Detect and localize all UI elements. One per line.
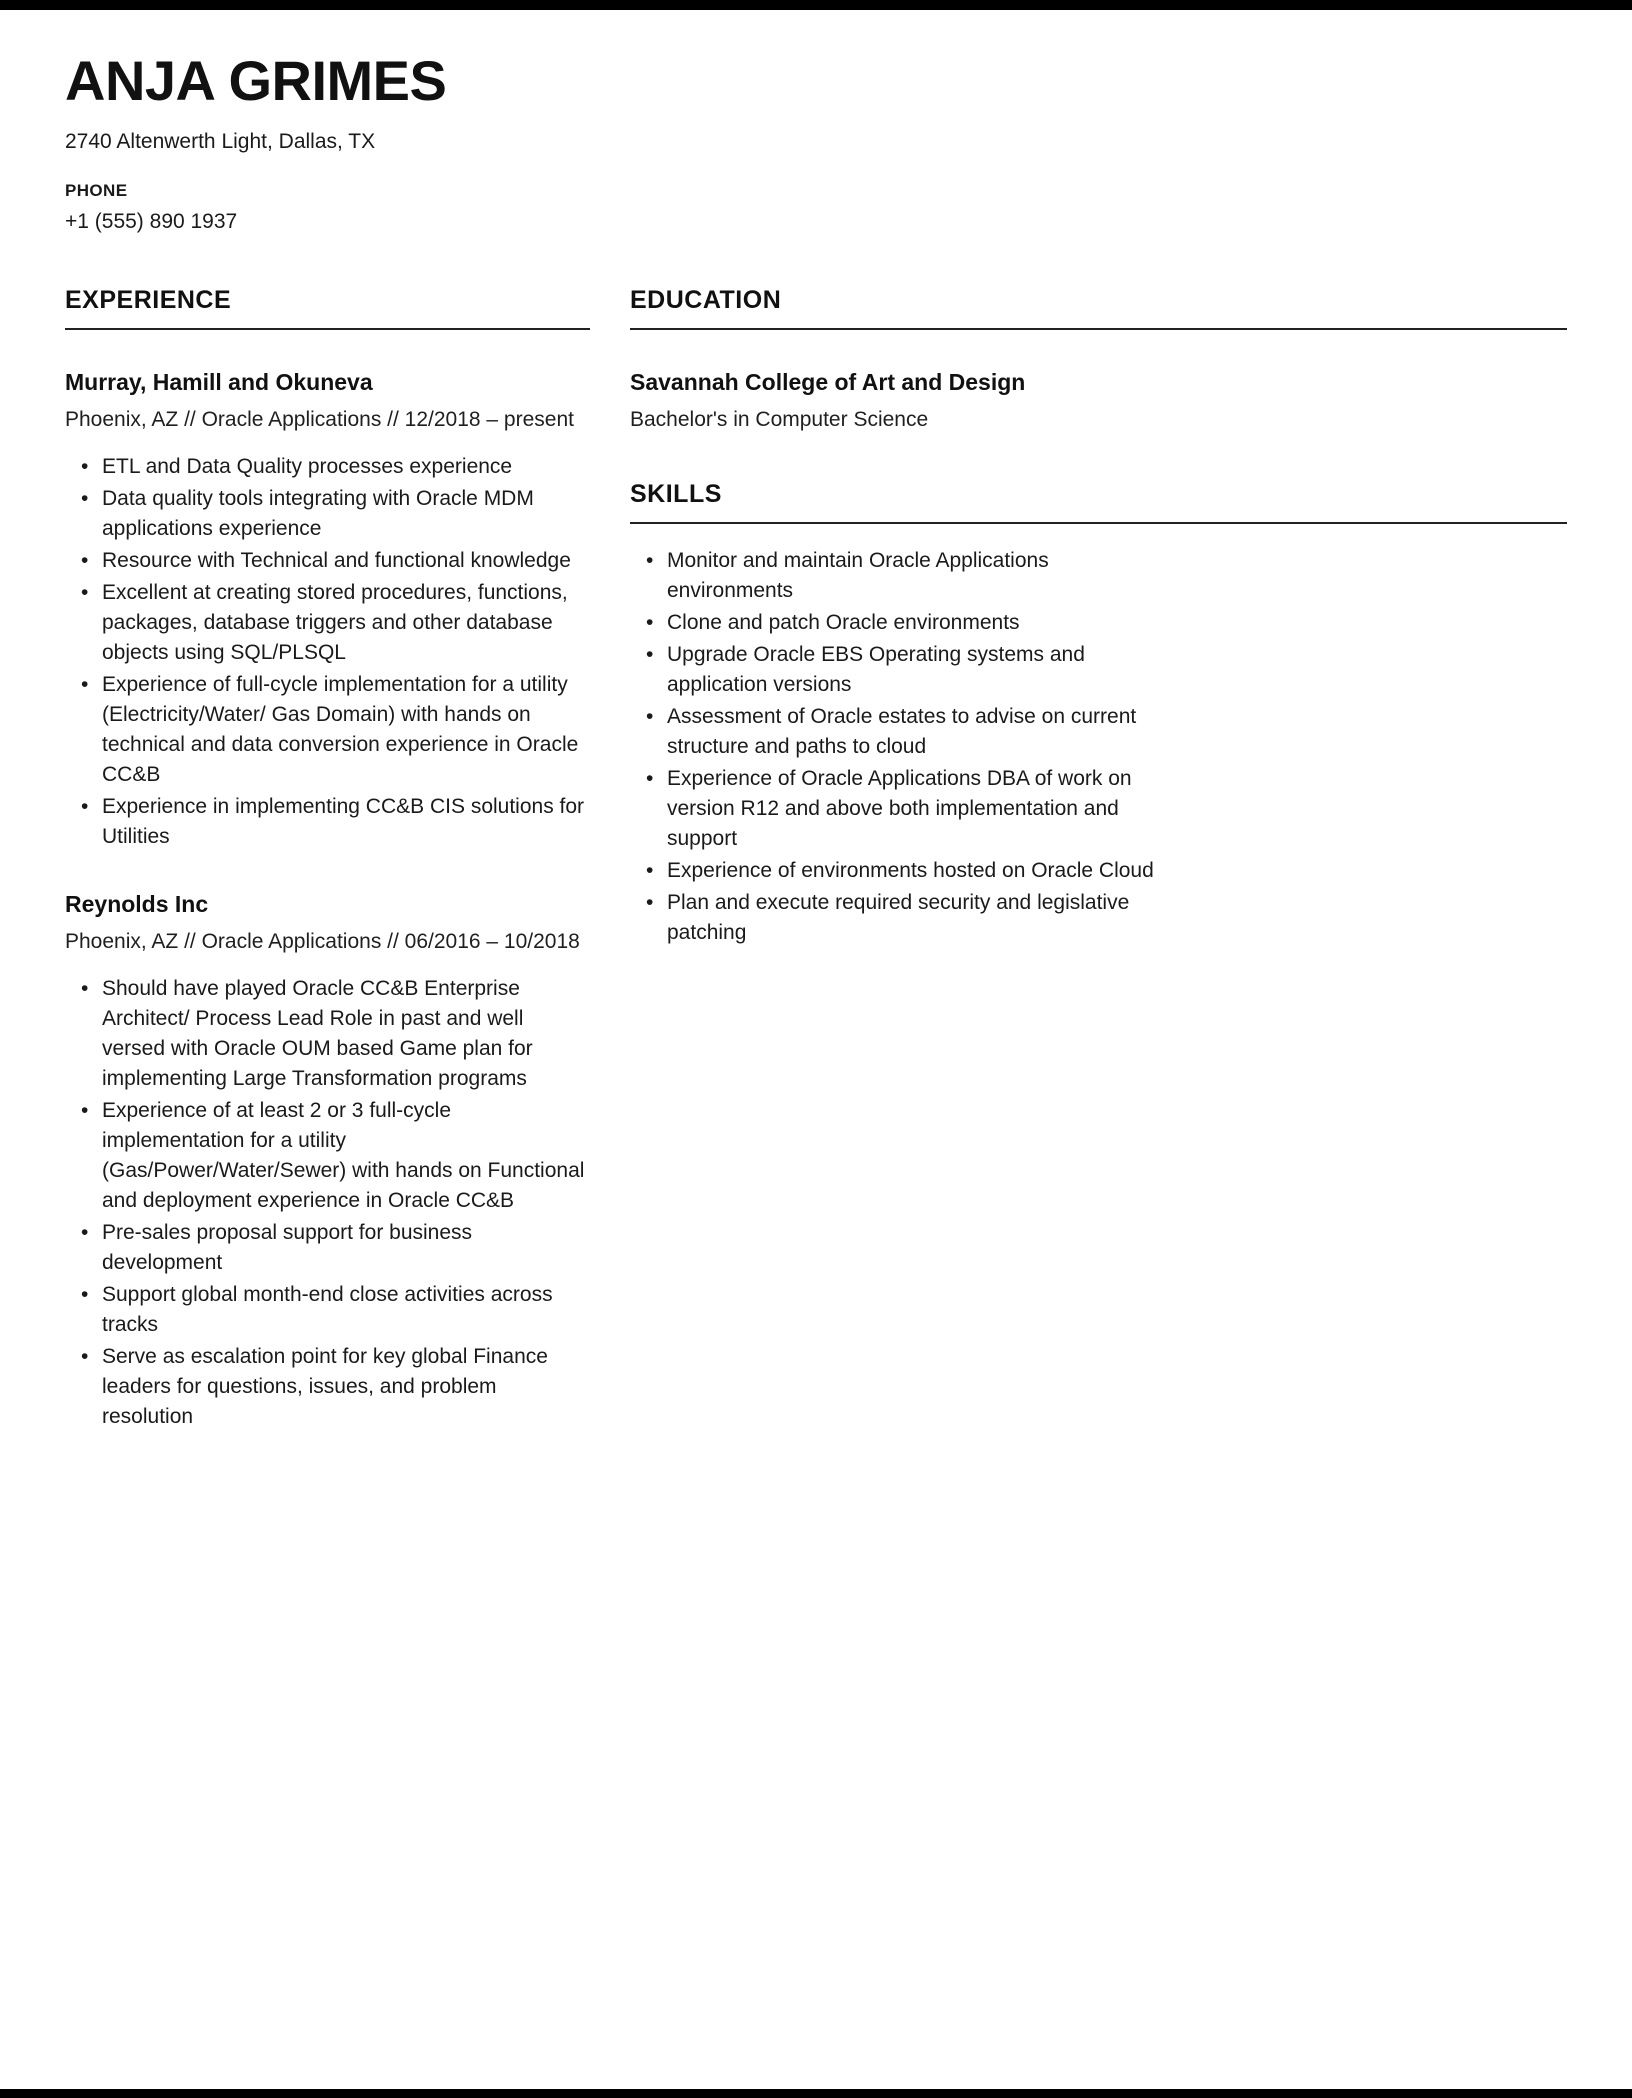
top-accent-bar	[0, 0, 1632, 10]
bullet-item: • Serve as escalation point for key global Finance leaders for questions, issues, and problem resolution	[81, 1342, 590, 1432]
two-column-layout	[65, 286, 1567, 1432]
skill-item: • Plan and execute required security and legislative patching	[646, 888, 1175, 948]
bullet-item: • Pre-sales proposal support for business development	[81, 1218, 590, 1278]
left-column	[65, 286, 590, 1432]
right-column	[630, 286, 1567, 948]
phone-label: PHONE	[65, 180, 128, 200]
job-entry-murray	[65, 368, 590, 852]
bullet-item: • Resource with Technical and functional knowledge	[81, 546, 590, 576]
resume-content	[0, 50, 1632, 1432]
skills-section-title: SKILLS	[630, 480, 1567, 524]
education-entry	[630, 368, 1567, 434]
resume-header	[65, 50, 1567, 234]
company-name: Murray, Hamill and Okuneva	[65, 368, 373, 395]
bullet-item: • Experience of full-cycle implementation for a utility (Electricity/Water/ Gas Domain) with hands on technical and data conversion experience in Oracle CC&B	[81, 670, 590, 790]
experience-section	[65, 286, 590, 1432]
education-section	[630, 286, 1567, 434]
bullet-item: • Excellent at creating stored procedures, functions, packages, database triggers and other database objects using SQL/PLSQL	[81, 578, 590, 668]
candidate-address: 2740 Altenwerth Light, Dallas, TX	[65, 129, 376, 153]
skills-section	[630, 480, 1567, 948]
degree: Bachelor's in Computer Science	[630, 407, 929, 431]
bullet-item: • Should have played Oracle CC&B Enterprise Architect/ Process Lead Role in past and well versed with Oracle OUM based Game plan for implementing Large Transformation programs	[81, 974, 590, 1094]
skill-item: • Monitor and maintain Oracle Applications environments	[646, 546, 1175, 606]
candidate-name: ANJA GRIMES	[65, 49, 447, 112]
skills-list	[630, 546, 1175, 948]
skill-item: • Upgrade Oracle EBS Operating systems and application versions	[646, 640, 1175, 700]
school-name: Savannah College of Art and Design	[630, 368, 1026, 395]
bullet-item: • Experience in implementing CC&B CIS solutions for Utilities	[81, 792, 590, 852]
bullet-item: • Support global month-end close activities across tracks	[81, 1280, 590, 1340]
job-meta: Phoenix, AZ // Oracle Applications // 12/2018 – present	[65, 407, 574, 431]
company-name: Reynolds Inc	[65, 890, 209, 917]
experience-section-title: EXPERIENCE	[65, 286, 590, 330]
education-section-title: EDUCATION	[630, 286, 1567, 330]
skill-item: • Experience of environments hosted on Oracle Cloud	[646, 856, 1175, 886]
job-bullet-list	[65, 452, 590, 852]
bullet-item: • ETL and Data Quality processes experience	[81, 452, 590, 482]
bullet-item: • Data quality tools integrating with Oracle MDM applications experience	[81, 484, 590, 544]
phone-number: +1 (555) 890 1937	[65, 209, 238, 233]
skill-item: • Assessment of Oracle estates to advise on current structure and paths to cloud	[646, 702, 1175, 762]
bottom-accent-bar	[0, 2089, 1632, 2098]
job-meta: Phoenix, AZ // Oracle Applications // 06/2016 – 10/2018	[65, 929, 580, 953]
skill-item: • Clone and patch Oracle environments	[646, 608, 1175, 638]
job-bullet-list	[65, 974, 590, 1432]
bullet-item: • Experience of at least 2 or 3 full-cycle implementation for a utility (Gas/Power/Water/Sewer) with hands on Functional and deployment experience in Oracle CC&B	[81, 1096, 590, 1216]
job-entry-reynolds	[65, 890, 590, 1432]
skill-item: • Experience of Oracle Applications DBA of work on version R12 and above both implementation and support	[646, 764, 1175, 854]
